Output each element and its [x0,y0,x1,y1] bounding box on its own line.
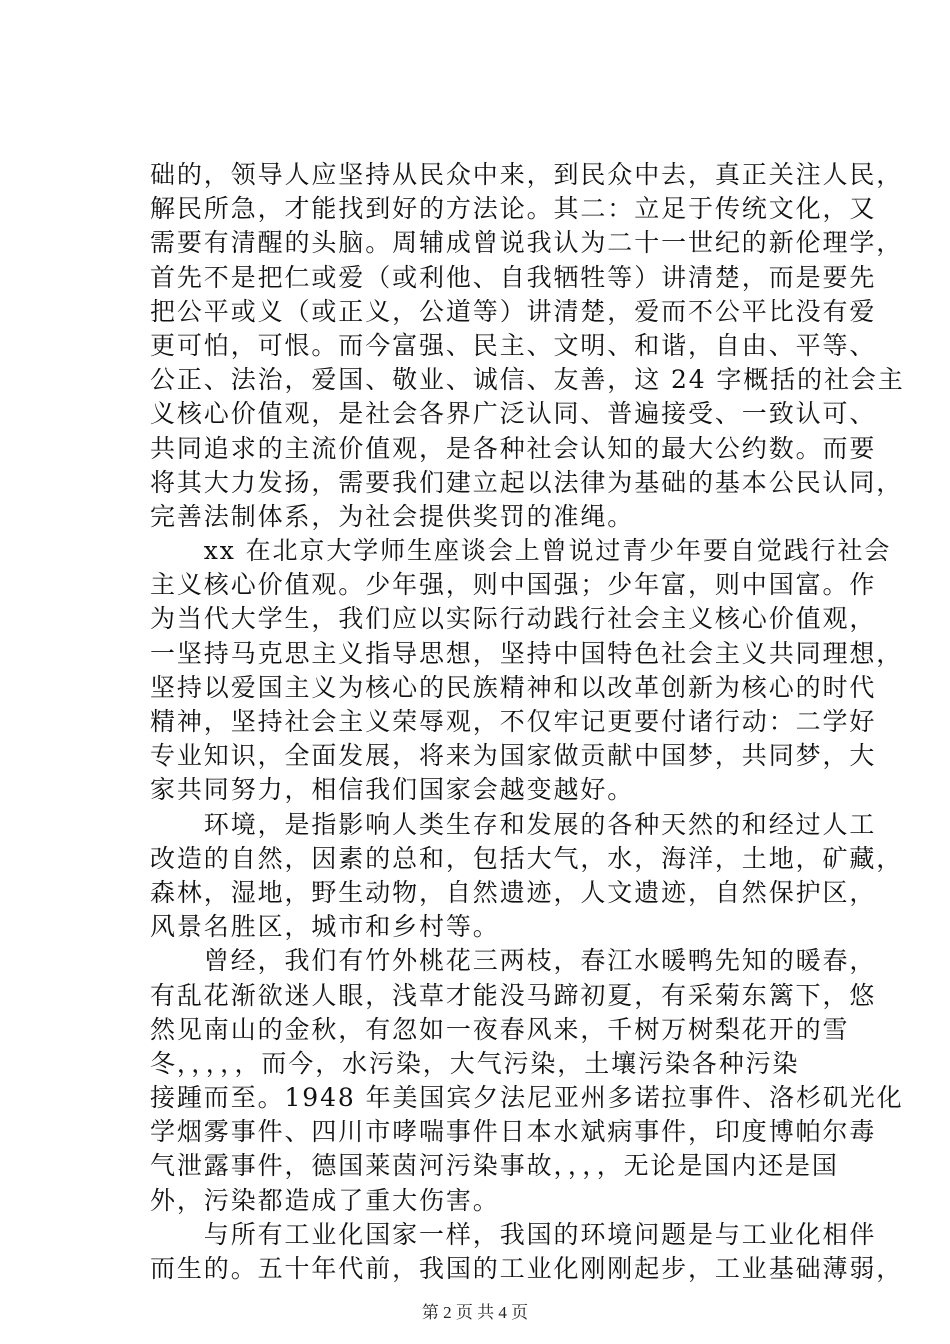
text-line: 义核心价值观，是社会各界广泛认同、普遍接受、一致认可、 [150,399,877,429]
paragraph-2 [150,534,904,808]
text-line: 学烟雾事件、四川市哮喘事件日本水斌病事件，印度博帕尔毒 [150,1117,877,1147]
text-line: 首先不是把仁或爱（或利他、自我牺牲等）讲清楚，而是要先 [150,262,877,292]
text-line: 共同追求的主流价值观，是各种社会认知的最大公约数。而要 [150,433,877,463]
text-line: 环境，是指影响人类生存和发展的各种天然的和经过人工 [150,809,877,839]
text-line: 解民所急，才能找到好的方法论。其二：立足于传统文化，又 [150,194,877,224]
text-line: 需要有清醒的头脑。周辅成曾说我认为二十一世纪的新伦理学， [150,228,904,258]
page-footer: 第 2 页 共 4 页 [421,1303,529,1322]
text-line: 一坚持马克思主义指导思想，坚持中国特色社会主义共同理想， [150,638,904,668]
text-line: 与所有工业化国家一样，我国的环境问题是与工业化相伴 [150,1219,877,1249]
text-line: 家共同努力，相信我们国家会越变越好。 [150,775,635,805]
text-line: 为当代大学生，我们应以实际行动践行社会主义核心价值观， [150,604,877,634]
text-line: 把公平或义（或正义，公道等）讲清楚，爱而不公平比没有爱 [150,296,877,326]
text-line: 外，污染都造成了重大伤害。 [150,1185,500,1215]
text-line: 公正、法治，爱国、敬业、诚信、友善，这 24 字概括的社会主 [150,365,905,395]
text-line: 将其大力发扬，需要我们建立起以法律为基础的基本公民认同， [150,467,904,497]
text-line: 更可怕，可恨。而今富强、民主、文明、和谐，自由、平等、 [150,330,877,360]
paragraph-1 [150,158,905,534]
text-line: 完善法制体系，为社会提供奖罚的准绳。 [150,501,635,531]
document-body [150,158,905,1286]
text-line: 础的，领导人应坚持从民众中来，到民众中去，真正关注人民， [150,160,904,189]
text-line: 气泄露事件，德国莱茵河污染事故，，，，无论是国内还是国 [150,1151,839,1181]
text-line: 然见南山的金秋，有忽如一夜春风来，千树万树梨花开的雪 [150,1014,850,1044]
text-line: xx 在北京大学师生座谈会上曾说过青少年要自觉践行社会 [150,536,892,566]
text-line: 主义核心价值观。少年强，则中国强；少年富，则中国富。作 [150,570,877,600]
text-line: 而生的。五十年代前，我国的工业化刚刚起步，工业基础薄弱， [150,1254,904,1283]
text-line: 专业知识，全面发展，将来为国家做贡献中国梦，共同梦，大 [150,741,877,771]
paragraph-3 [150,808,904,945]
text-line: 冬，，，，，而今，水污染，大气污染，土壤污染各种污染 [150,1048,800,1078]
text-line: 接踵而至。1948 年美国宾夕法尼亚州多诺拉事件、洛杉矶光化 [150,1083,904,1113]
text-line: 有乱花渐欲迷人眼，浅草才能没马蹄初夏，有采菊东篱下，悠 [150,980,877,1010]
paragraph-4 [150,944,904,1218]
text-line: 曾经，我们有竹外桃花三两枝，春江水暖鸭先知的暖春， [150,946,877,976]
text-line: 改造的自然，因素的总和，包括大气，水，海洋，土地，矿藏， [150,843,904,873]
text-line: 精神，坚持社会主义荣辱观，不仅牢记更要付诸行动：二学好 [150,707,877,736]
text-line: 坚持以爱国主义为核心的民族精神和以改革创新为核心的时代 [150,672,877,702]
text-line: 风景名胜区，城市和乡村等。 [150,912,500,942]
text-line: 森林，湿地，野生动物，自然遗迹，人文遗迹，自然保护区， [150,877,877,907]
paragraph-5 [150,1218,904,1286]
